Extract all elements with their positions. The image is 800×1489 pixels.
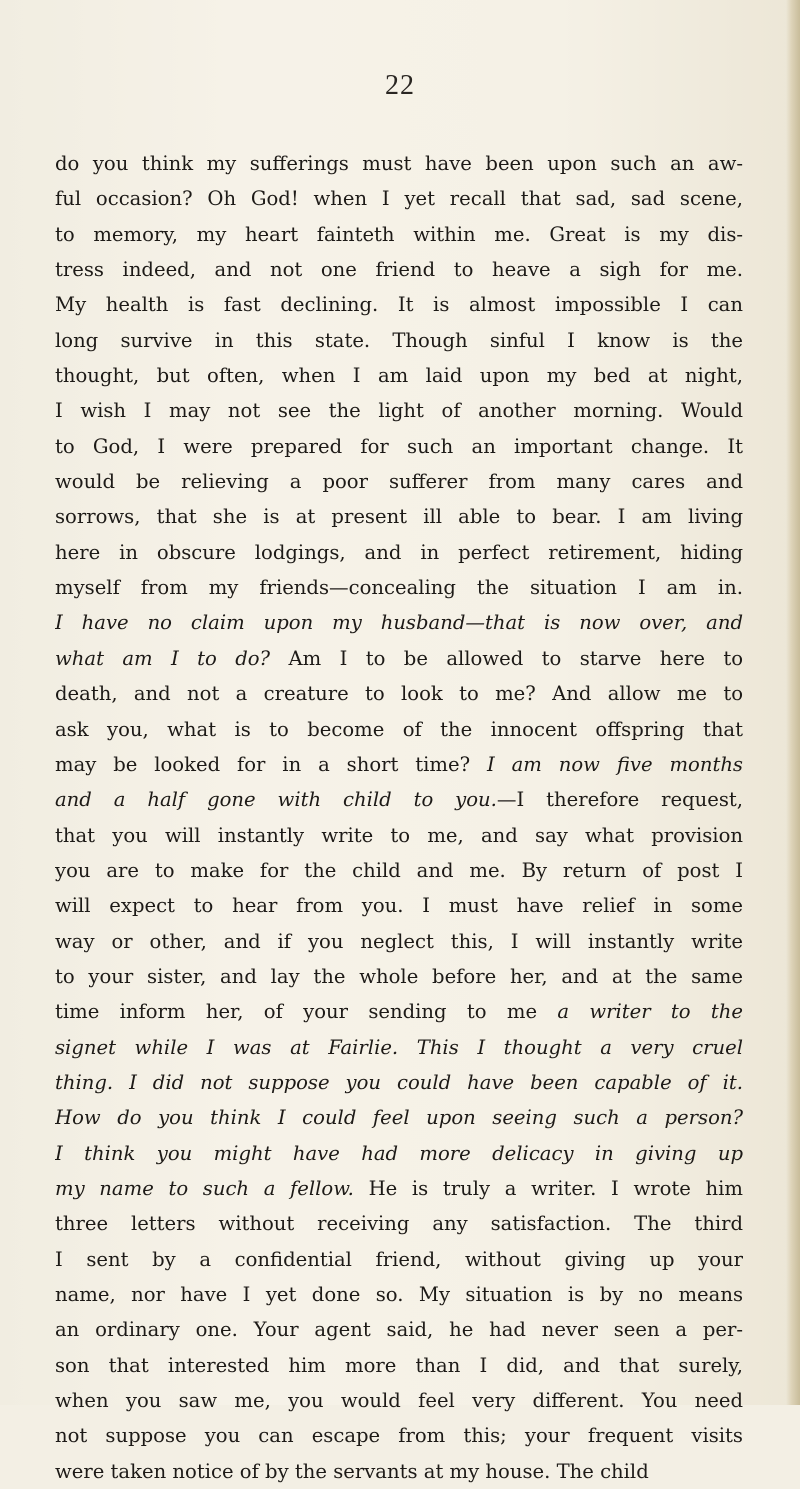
- text-segment: do you think my sufferings must have been upon such an aw-: [55, 152, 743, 175]
- text-line: [55, 747, 743, 782]
- text-segment: you are to make for the child and me. By return of post I: [55, 858, 743, 882]
- italic-text: How do you think I could feel upon seeing such a person?: [55, 1106, 743, 1130]
- text-segment: would be relieving a poor sufferer from many cares and: [55, 470, 743, 494]
- italic-text: and a half gone with child to you.: [55, 788, 497, 812]
- text-line: [55, 252, 743, 287]
- text-line: [55, 358, 743, 393]
- text-segment: ful occasion? Oh God! when I yet recall that sad, sad scene,: [55, 187, 743, 211]
- text-segment: here in obscure lodgings, and in perfect retirement, hiding: [55, 540, 743, 564]
- text-line: [55, 712, 743, 747]
- text-line: [55, 1171, 743, 1206]
- text-segment: —I therefore request,: [496, 788, 743, 812]
- italic-text: signet while I was at Fairlie. This I thought a very cruel: [55, 1035, 743, 1059]
- text-line: [55, 1100, 743, 1135]
- text-segment: time inform her, of your sending to me: [55, 1000, 558, 1024]
- text-line: [55, 1348, 743, 1383]
- italic-text: a writer to the: [557, 1000, 743, 1024]
- text-segment: three letters without receiving any satisfaction. The third: [55, 1212, 743, 1236]
- text-segment: Am I to be allowed to starve here to: [270, 646, 743, 670]
- text-line: [55, 853, 743, 888]
- text-line: [55, 287, 743, 322]
- text-segment: sorrows, that she is at present ill able to bear. I am living: [55, 505, 743, 529]
- text-segment: not suppose you can escape from this; your frequent visits: [55, 1424, 743, 1448]
- text-segment: myself from my friends—concealing the situation I am in.: [55, 576, 743, 600]
- italic-text: I am now five months: [486, 752, 743, 776]
- text-line: [55, 570, 743, 605]
- text-line: [55, 1242, 743, 1277]
- italic-text: what am I to do?: [55, 646, 271, 670]
- text-line: [55, 393, 743, 428]
- text-line: [55, 1030, 743, 1065]
- text-line: [55, 1065, 743, 1100]
- text-segment: will expect to hear from you. I must have relief in some: [55, 894, 743, 918]
- text-line: [55, 429, 743, 464]
- page-number: 22: [385, 70, 415, 101]
- text-line: [55, 464, 743, 499]
- text-line: [55, 146, 743, 181]
- text-segment: way or other, and if you neglect this, I will instantly write: [55, 929, 743, 953]
- text-line: [55, 217, 743, 252]
- italic-text: I have no claim upon my husband—that is now over, and: [55, 611, 743, 635]
- text-line: [55, 782, 743, 817]
- text-line: [55, 1206, 743, 1241]
- text-segment: to memory, my heart fainteth within me. Great is my dis-: [55, 222, 743, 246]
- text-line: [55, 924, 743, 959]
- text-line: [55, 323, 743, 358]
- text-line: [55, 676, 743, 711]
- text-segment: He is truly a writer. I wrote him: [353, 1176, 743, 1200]
- text-line: [55, 181, 743, 216]
- text-segment: long survive in this state. Though sinful I know is the: [55, 328, 743, 352]
- text-segment: to your sister, and lay the whole before her, and at the same: [55, 964, 743, 988]
- text-segment: ask you, what is to become of the innocent offspring that: [55, 717, 743, 741]
- text-segment: to God, I were prepared for such an important change. It: [55, 434, 743, 458]
- italic-text: thing. I did not suppose you could have been capable of it.: [55, 1070, 743, 1094]
- text-segment: when you saw me, you would feel very different. You need: [55, 1389, 743, 1413]
- text-line: [55, 818, 743, 853]
- text-segment: that you will instantly write to me, and say what provision: [55, 823, 743, 847]
- text-line: [55, 1454, 743, 1489]
- text-line: [55, 605, 743, 640]
- text-line: [55, 499, 743, 534]
- text-segment: I sent by a confidential friend, without giving up your: [55, 1247, 743, 1271]
- text-segment: son that interested him more than I did, and that surely,: [55, 1353, 743, 1377]
- text-line: [55, 1277, 743, 1312]
- text-segment: death, and not a creature to look to me? And allow me to: [55, 682, 743, 706]
- text-line: [55, 641, 743, 676]
- page-body-text: [55, 146, 743, 1489]
- text-line: [55, 959, 743, 994]
- text-segment: were taken notice of by the servants at my house. The child: [55, 1459, 649, 1483]
- text-segment: I wish I may not see the light of another morning. Would: [55, 399, 743, 423]
- text-segment: an ordinary one. Your agent said, he had never seen a per-: [55, 1318, 743, 1342]
- text-line: [55, 888, 743, 923]
- text-line: [55, 1418, 743, 1453]
- text-line: [55, 1383, 743, 1418]
- text-segment: thought, but often, when I am laid upon my bed at night,: [55, 364, 743, 388]
- italic-text: I think you might have had more delicacy in giving up: [55, 1141, 743, 1165]
- text-line: [55, 994, 743, 1029]
- text-segment: name, nor have I yet done so. My situation is by no means: [55, 1283, 743, 1306]
- text-line: [55, 535, 743, 570]
- text-line: [55, 1136, 743, 1171]
- text-segment: tress indeed, and not one friend to heave a sigh for me.: [55, 258, 743, 282]
- text-segment: may be looked for in a short time?: [55, 752, 487, 776]
- italic-text: my name to such a fellow.: [55, 1176, 354, 1200]
- text-line: [55, 1312, 743, 1347]
- page-edge: [786, 0, 800, 1405]
- text-segment: My health is fast declining. It is almost impossible I can: [55, 293, 743, 317]
